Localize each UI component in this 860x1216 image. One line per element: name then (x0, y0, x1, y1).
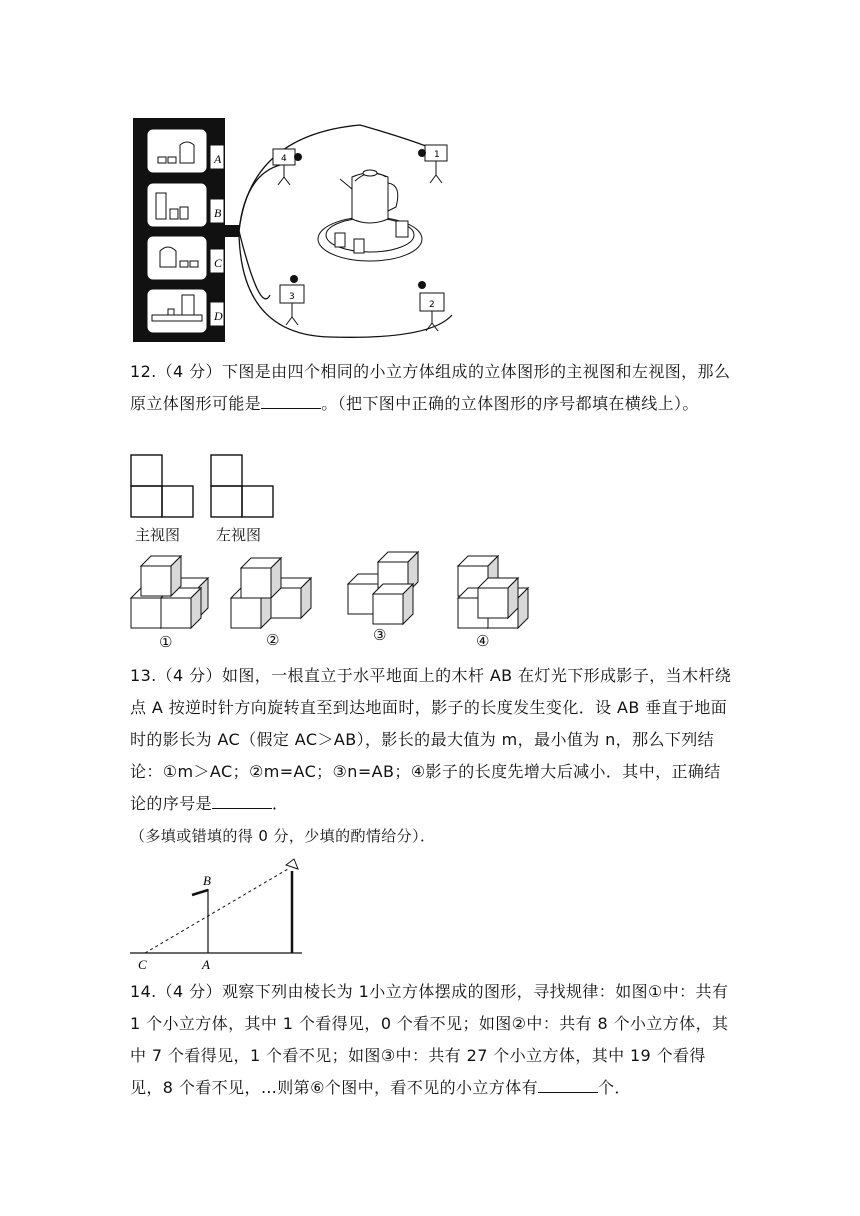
left-view-label: 左视图 (216, 526, 262, 544)
svg-text:3: 3 (289, 292, 295, 302)
panel-label-d: D (214, 309, 223, 323)
lamp-head (286, 859, 298, 869)
option-label-3: ③ (373, 626, 387, 644)
q14-points: （4 分） (156, 982, 222, 1001)
option-label-2: ② (266, 631, 280, 649)
label-a: A (202, 957, 210, 972)
front-view (131, 455, 193, 517)
label-b: B (203, 873, 211, 888)
svg-text:2: 2 (429, 300, 435, 310)
q14-text-a: 观察下列由棱长为 1小立方体摆成的图形，寻找规律：如图①中：共有 1 个小立方体，其中 1 个看得见，0 个看不见；如图②中：共有 8 个小立方体，其中 7 个看得见，1 个看不见；如图③中：共有 27 个小立方体，其中 19 个看得见，8 个看不见，…则第⑥个图中，看不见的小立方体有 (130, 982, 729, 1097)
panel-label-c: C (214, 256, 223, 270)
front-view-label: 主视图 (135, 526, 181, 544)
q13-text-b: ． (272, 794, 289, 813)
panel-label-b: B (214, 206, 222, 220)
q14-answer-blank[interactable] (538, 1074, 598, 1093)
q13-answer-blank[interactable] (212, 790, 272, 809)
q13-number: 13. (130, 666, 157, 685)
q12-answer-blank[interactable] (261, 390, 321, 409)
q12-options (128, 548, 538, 632)
q13-note: （多填或错填的得 0 分，少填的酌情给分）． (130, 827, 436, 845)
light-ray (145, 869, 288, 953)
q13-diagram (128, 855, 318, 975)
q12-text-a: 下图是由四个相同的小立方体组成的立体图形的主视图和左视图，那么原立体图形可能是 (130, 362, 731, 413)
q12-text-b: 。（把下图中正确的立体图形的序号都填在横线上）。 (321, 394, 699, 413)
q13-text-a: 如图，一根直立于水平地面上的木杆 AB 在灯光下形成影子，当木杆绕点 A 按逆时针方向旋转直至到达地面时，影子的长度发生变化．设 AB 垂直于地面时的影长为 AC（假定 AC＞AB），影长的最大值为 m，最小值为 n，那么下列结论：①m＞AC；②m=AC；③n=AB；④影子的长度先增大后减小．其中，正确结论的序号是 (130, 666, 732, 813)
q12-number: 12. (130, 362, 157, 381)
q13-points: （4 分） (156, 666, 222, 685)
camera-1 (418, 145, 447, 183)
svg-text:4: 4 (281, 154, 287, 164)
camera-3 (280, 275, 304, 325)
tray-kettle-cups (318, 170, 422, 261)
option-2-shape (231, 558, 311, 628)
q12-question (130, 356, 734, 420)
panel-label-a: A (214, 152, 222, 166)
q12-points: （4 分） (156, 362, 222, 381)
option-4-shape (458, 556, 528, 628)
q13-question (130, 660, 734, 852)
label-c: C (138, 957, 147, 972)
option-1-shape (131, 556, 208, 628)
option-label-1: ① (159, 633, 173, 651)
q11-figure (130, 115, 470, 345)
q14-number: 14. (130, 982, 157, 1001)
q14-question (130, 976, 734, 1104)
svg-text:1: 1 (434, 150, 440, 160)
option-label-4: ④ (476, 632, 490, 650)
left-view (211, 455, 273, 517)
q14-text-b: 个． (598, 1078, 631, 1097)
camera-4 (273, 149, 302, 185)
option-3-shape (348, 552, 418, 624)
